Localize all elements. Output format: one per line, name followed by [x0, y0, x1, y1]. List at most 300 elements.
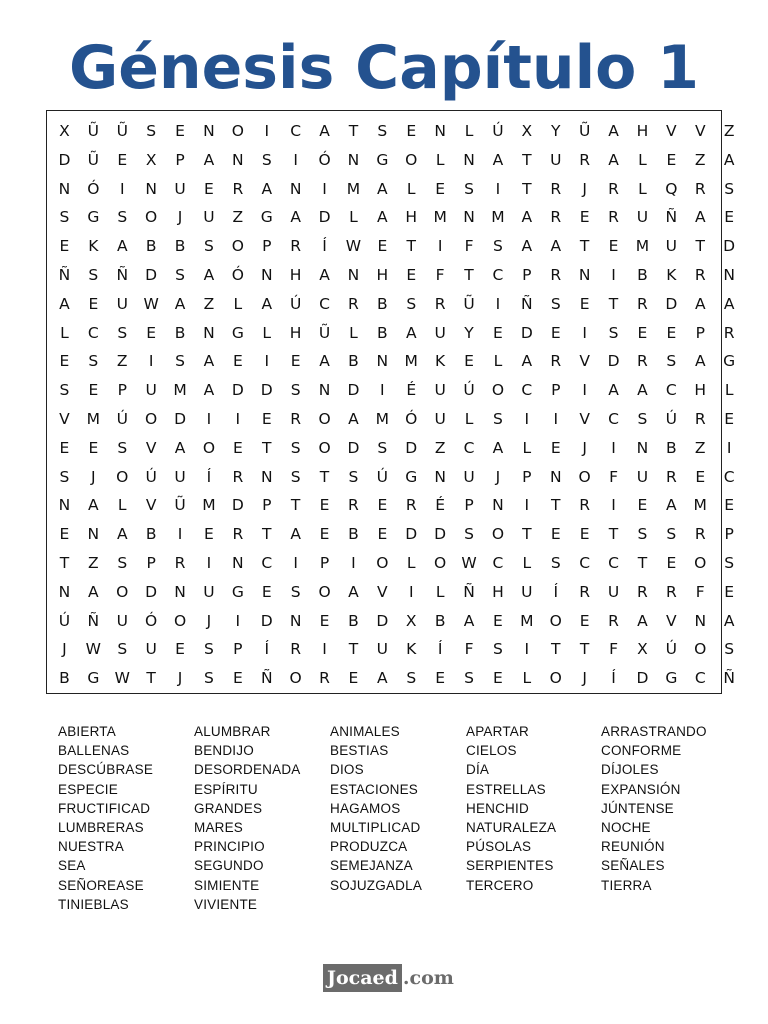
grid-letter: R: [550, 179, 562, 198]
word-list-item: DÍA: [466, 762, 490, 778]
grid-letter: T: [522, 150, 532, 169]
grid-letter: I: [322, 640, 327, 659]
grid-letter: E: [117, 150, 128, 169]
jocaed-logo: [323, 962, 454, 994]
grid-letter: B: [348, 611, 359, 630]
grid-letter: K: [88, 237, 99, 256]
grid-letter: T: [522, 179, 532, 198]
grid-letter: N: [145, 179, 157, 198]
word-list-item: DESCÚBRASE: [58, 762, 154, 778]
grid-letter: O: [231, 237, 244, 256]
grid-letter: E: [406, 122, 417, 140]
grid-letter: D: [636, 669, 649, 688]
grid-letter: D: [58, 150, 71, 169]
grid-letter: C: [608, 410, 619, 428]
word-list-item: ABIERTA: [58, 724, 116, 739]
grid-letter: X: [637, 640, 648, 659]
grid-letter: A: [694, 294, 706, 313]
grid-row: [47, 319, 735, 348]
grid-letter: N: [289, 611, 302, 630]
grid-row: [47, 578, 735, 607]
grid-letter: A: [319, 352, 330, 371]
grid-letter: A: [203, 150, 215, 169]
grid-letter: A: [116, 525, 128, 544]
word-list-item: MULTIPLICAD: [330, 819, 421, 835]
word-list-item: EXPANSIÓN: [601, 781, 681, 797]
grid-letter: W: [345, 237, 362, 256]
word-list-item: ANIMALES: [330, 724, 400, 739]
grid-letter: Ũ: [87, 122, 100, 140]
grid-letter: N: [376, 352, 389, 371]
grid-letter: D: [260, 611, 273, 630]
grid-letter: E: [637, 496, 648, 515]
grid-letter: S: [59, 381, 70, 400]
grid-letter: T: [551, 640, 561, 659]
grid-letter: S: [724, 554, 735, 572]
grid-letter: D: [347, 438, 360, 457]
grid-letter: M: [693, 496, 707, 515]
grid-letter: E: [579, 611, 590, 630]
grid-letter: E: [377, 237, 388, 256]
word-list-item: APARTAR: [466, 724, 529, 739]
grid-letter: E: [406, 266, 417, 284]
grid-letter: Ũ: [116, 122, 128, 140]
grid-letter: L: [724, 381, 734, 400]
grid-letter: S: [204, 237, 214, 256]
grid-letter: U: [607, 582, 620, 601]
grid-letter: B: [174, 323, 186, 342]
word-list-item: PRINCIPIO: [194, 839, 265, 855]
grid-letter: D: [318, 208, 331, 227]
grid-letter: C: [694, 669, 706, 688]
grid-letter: P: [551, 381, 561, 400]
grid-letter: Ũ: [463, 294, 475, 313]
grid-letter: W: [85, 640, 101, 659]
grid-letter: L: [349, 323, 358, 342]
grid-letter: L: [349, 208, 358, 227]
grid-letter: A: [377, 669, 388, 688]
grid-letter: D: [405, 438, 418, 457]
grid-letter: P: [233, 640, 243, 659]
grid-letter: B: [174, 237, 186, 256]
grid-letter: E: [204, 525, 214, 544]
grid-letter: B: [377, 294, 388, 313]
grid-letter: Z: [203, 294, 215, 313]
grid-row: [47, 405, 735, 434]
word-list-item: SEGUNDO: [194, 858, 264, 874]
grid-letter: F: [695, 582, 705, 601]
grid-letter: N: [203, 122, 215, 140]
grid-row: [47, 117, 735, 146]
grid-letter: Ú: [116, 410, 128, 428]
grid-letter: R: [232, 179, 244, 198]
grid-row: [47, 203, 735, 232]
grid-letter: E: [724, 410, 735, 428]
grid-letter: P: [522, 467, 532, 486]
grid-letter: A: [203, 352, 215, 371]
grid-letter: I: [119, 179, 125, 198]
grid-letter: S: [493, 237, 503, 256]
grid-letter: O: [318, 582, 331, 601]
word-list-item: TERCERO: [466, 877, 534, 893]
grid-letter: H: [376, 266, 389, 284]
grid-letter: O: [376, 554, 389, 572]
grid-letter: Ñ: [723, 669, 735, 688]
grid-letter: I: [408, 582, 414, 601]
grid-letter: R: [550, 208, 562, 227]
grid-letter: T: [406, 237, 416, 256]
grid-letter: D: [434, 525, 447, 544]
grid-letter: A: [319, 266, 330, 284]
grid-letter: A: [608, 381, 619, 400]
grid-letter: E: [146, 323, 157, 342]
grid-letter: I: [293, 150, 298, 169]
grid-letter: I: [611, 438, 616, 457]
grid-letter: B: [637, 266, 648, 284]
grid-letter: L: [464, 410, 474, 428]
grid-letter: W: [114, 669, 130, 688]
grid-row: [47, 520, 734, 549]
grid-letter: A: [637, 381, 648, 400]
word-list-item: NUESTRA: [58, 839, 124, 855]
grid-letter: E: [319, 525, 330, 544]
grid-letter: S: [117, 554, 128, 572]
grid-letter: C: [521, 381, 533, 400]
grid-letter: S: [377, 438, 388, 457]
grid-letter: E: [579, 208, 590, 227]
grid-letter: R: [405, 496, 417, 515]
grid-letter: M: [520, 611, 534, 630]
word-list-item: SERPIENTES: [466, 858, 554, 874]
grid-letter: A: [723, 150, 735, 169]
grid-letter: E: [724, 496, 735, 515]
grid-letter: E: [261, 410, 272, 428]
grid-letter: Ũ: [318, 323, 331, 342]
grid-letter: C: [319, 294, 330, 313]
grid-letter: S: [464, 669, 474, 688]
page-title: Génesis Capítulo 1: [68, 33, 700, 103]
grid-letter: A: [377, 208, 388, 227]
grid-letter: Ó: [231, 266, 244, 284]
grid-letter: E: [579, 525, 590, 544]
word-list-item: SEÑOREASE: [58, 877, 144, 893]
grid-letter: S: [666, 352, 677, 371]
word-list-item: ESPECIE: [58, 781, 118, 797]
grid-letter: T: [290, 496, 301, 515]
grid-letter: R: [550, 266, 562, 284]
grid-letter: E: [493, 669, 503, 688]
grid-letter: N: [203, 323, 215, 342]
grid-letter: W: [461, 554, 477, 572]
grid-letter: D: [405, 525, 418, 544]
grid-letter: H: [405, 208, 418, 227]
grid-letter: E: [377, 525, 388, 544]
grid-letter: N: [578, 266, 591, 284]
word-list-column: [58, 722, 153, 914]
grid-letter: J: [582, 669, 587, 688]
grid-letter: P: [117, 381, 127, 400]
grid-row: [47, 607, 735, 636]
grid-letter: K: [406, 640, 417, 659]
word-list-item: BENDIJO: [194, 743, 254, 759]
word-list-item: TINIEBLAS: [58, 896, 129, 912]
grid-letter: I: [495, 179, 501, 198]
grid-letter: E: [666, 323, 677, 342]
grid-letter: Ũ: [174, 496, 186, 515]
grid-letter: U: [116, 294, 128, 313]
grid-letter: R: [579, 150, 591, 169]
grid-letter: M: [433, 208, 447, 227]
grid-letter: I: [553, 410, 559, 428]
grid-letter: G: [87, 208, 100, 227]
word-list-column: [330, 722, 422, 895]
grid-letter: S: [175, 266, 185, 284]
grid-letter: T: [579, 237, 590, 256]
grid-letter: Í: [264, 640, 270, 659]
grid-letter: A: [694, 352, 706, 371]
grid-letter: A: [261, 179, 273, 198]
grid-row: [47, 376, 734, 405]
grid-letter: P: [724, 525, 734, 544]
word-list-item: SEÑALES: [601, 858, 665, 874]
grid-letter: P: [695, 323, 705, 342]
grid-letter: L: [638, 179, 647, 198]
grid-letter: I: [524, 496, 530, 515]
grid-letter: S: [146, 122, 157, 140]
grid-row: [47, 290, 735, 319]
grid-letter: I: [351, 554, 356, 572]
grid-letter: E: [724, 582, 735, 601]
grid-letter: D: [376, 611, 389, 630]
grid-letter: A: [203, 266, 215, 284]
grid-letter: C: [723, 467, 735, 486]
grid-letter: Ó: [318, 150, 331, 169]
grid-letter: S: [290, 467, 301, 486]
word-list-item: BESTIAS: [330, 743, 389, 759]
word-list-item: SOJUZGADLA: [330, 877, 423, 893]
grid-letter: S: [377, 122, 388, 140]
grid-letter: I: [148, 352, 154, 371]
grid-letter: S: [290, 582, 301, 601]
grid-letter: J: [206, 611, 212, 630]
grid-letter: R: [665, 582, 677, 601]
grid-letter: U: [434, 323, 446, 342]
grid-letter: N: [87, 525, 100, 544]
grid-letter: E: [608, 237, 619, 256]
grid-row: [47, 549, 735, 578]
grid-letter: R: [637, 294, 648, 313]
grid-letter: E: [290, 352, 301, 371]
grid-letter: R: [579, 496, 591, 515]
grid-letter: F: [609, 467, 618, 486]
grid-letter: Ú: [376, 467, 389, 486]
grid-letter: N: [232, 554, 244, 572]
grid-letter: O: [549, 611, 562, 630]
grid-letter: R: [608, 179, 619, 198]
grid-letter: A: [174, 294, 186, 313]
grid-letter: R: [434, 294, 446, 313]
grid-letter: U: [434, 410, 446, 428]
grid-letter: A: [463, 611, 475, 630]
grid-letter: V: [694, 122, 706, 140]
grid-letter: N: [434, 467, 446, 486]
grid-letter: E: [493, 323, 503, 342]
grid-letter: É: [435, 496, 446, 515]
grid-letter: N: [232, 150, 244, 169]
grid-letter: B: [145, 525, 157, 544]
grid-letter: O: [694, 554, 707, 572]
grid-letter: S: [88, 266, 99, 284]
grid-letter: R: [608, 611, 619, 630]
grid-row: [47, 232, 736, 261]
grid-letter: U: [521, 582, 533, 601]
grid-letter: I: [726, 438, 732, 457]
grid-letter: C: [492, 554, 504, 572]
grid-letter: A: [319, 122, 330, 140]
grid-letter: S: [550, 294, 561, 313]
grid-letter: J: [177, 208, 183, 227]
grid-letter: E: [319, 496, 330, 515]
grid-letter: X: [145, 150, 157, 169]
grid-letter: Z: [116, 352, 128, 371]
grid-letter: V: [145, 438, 157, 457]
grid-letter: N: [58, 179, 71, 198]
grid-letter: Z: [232, 208, 244, 227]
grid-letter: P: [175, 150, 185, 169]
word-list-item: ALUMBRAR: [194, 724, 271, 739]
grid-letter: H: [636, 122, 649, 140]
grid-letter: E: [232, 438, 243, 457]
grid-letter: S: [608, 323, 619, 342]
grid-letter: I: [582, 323, 587, 342]
grid-letter: J: [177, 669, 183, 688]
grid-letter: O: [145, 410, 158, 428]
grid-letter: A: [203, 381, 215, 400]
grid-row: [47, 261, 735, 290]
grid-letter: L: [522, 438, 532, 457]
grid-letter: A: [88, 582, 99, 601]
grid-letter: R: [694, 410, 706, 428]
grid-letter: O: [145, 208, 158, 227]
grid-letter: A: [608, 122, 619, 140]
grid-letter: Ñ: [521, 294, 533, 313]
grid-letter: I: [264, 122, 270, 140]
grid-letter: V: [579, 410, 590, 428]
grid-letter: Z: [694, 438, 706, 457]
grid-letter: L: [435, 582, 445, 601]
grid-letter: Ú: [492, 122, 504, 140]
grid-letter: L: [262, 323, 272, 342]
grid-letter: A: [723, 611, 735, 630]
grid-letter: F: [464, 640, 474, 659]
grid-letter: I: [177, 525, 183, 544]
grid-letter: D: [607, 352, 620, 371]
grid-letter: J: [582, 438, 587, 457]
grid-letter: P: [262, 496, 272, 515]
grid-letter: T: [522, 525, 532, 544]
grid-letter: Ñ: [665, 208, 678, 227]
grid-letter: P: [262, 237, 272, 256]
grid-letter: S: [724, 640, 735, 659]
grid-letter: G: [723, 352, 736, 371]
grid-letter: A: [521, 237, 533, 256]
grid-letter: I: [206, 554, 212, 572]
grid-letter: Y: [551, 122, 561, 140]
grid-letter: N: [463, 208, 475, 227]
grid-letter: O: [405, 150, 418, 169]
grid-letter: C: [665, 381, 677, 400]
grid-letter: A: [405, 323, 417, 342]
grid-letter: D: [231, 381, 244, 400]
grid-letter: R: [665, 467, 677, 486]
grid-letter: Ó: [405, 410, 418, 428]
grid-letter: B: [59, 669, 70, 688]
word-list-item: CONFORME: [601, 743, 682, 759]
word-list-item: NATURALEZA: [466, 819, 557, 835]
grid-letter: S: [493, 410, 503, 428]
grid-letter: L: [522, 554, 532, 572]
grid-letter: E: [550, 525, 561, 544]
grid-letter: E: [175, 640, 185, 659]
grid-letter: Ũ: [87, 150, 100, 169]
grid-row: [47, 175, 735, 204]
grid-letter: O: [578, 467, 591, 486]
grid-letter: D: [520, 323, 533, 342]
logo-domain-text: .com: [402, 967, 454, 989]
grid-letter: S: [550, 554, 561, 572]
grid-letter: L: [60, 323, 69, 342]
grid-row: [47, 146, 735, 175]
grid-letter: V: [666, 611, 677, 630]
grid-letter: S: [290, 438, 301, 457]
grid-letter: T: [637, 554, 648, 572]
grid-letter: L: [233, 294, 243, 313]
grid-letter: O: [173, 611, 187, 630]
grid-letter: N: [347, 266, 360, 284]
grid-letter: S: [175, 352, 185, 371]
word-list-item: ESTACIONES: [330, 781, 419, 797]
grid-letter: R: [348, 496, 359, 515]
grid-letter: N: [549, 467, 562, 486]
grid-letter: N: [694, 611, 707, 630]
grid-letter: R: [723, 323, 735, 342]
grid-letter: I: [611, 266, 616, 284]
grid-letter: V: [59, 410, 70, 428]
grid-letter: B: [434, 611, 446, 630]
grid-letter: P: [146, 554, 156, 572]
word-list-column: [194, 722, 300, 914]
grid-letter: O: [491, 381, 505, 400]
grid-letter: D: [723, 237, 736, 256]
word-list-item: PRODUZCA: [330, 839, 408, 855]
grid-letter: O: [202, 438, 216, 457]
grid-letter: Ñ: [463, 582, 475, 601]
grid-letter: I: [235, 410, 241, 428]
grid-letter: E: [464, 352, 474, 371]
grid-letter: F: [609, 640, 618, 659]
grid-letter: E: [88, 438, 99, 457]
grid-letter: Ú: [145, 467, 157, 486]
grid-letter: E: [377, 496, 388, 515]
grid-letter: S: [290, 381, 301, 400]
logo-boxed-text: Jocaed: [323, 964, 402, 992]
grid-letter: Z: [694, 150, 706, 169]
grid-letter: N: [318, 381, 331, 400]
grid-letter: G: [231, 582, 244, 601]
grid-letter: T: [608, 294, 619, 313]
grid-letter: U: [550, 150, 562, 169]
grid-letter: Q: [665, 179, 678, 198]
